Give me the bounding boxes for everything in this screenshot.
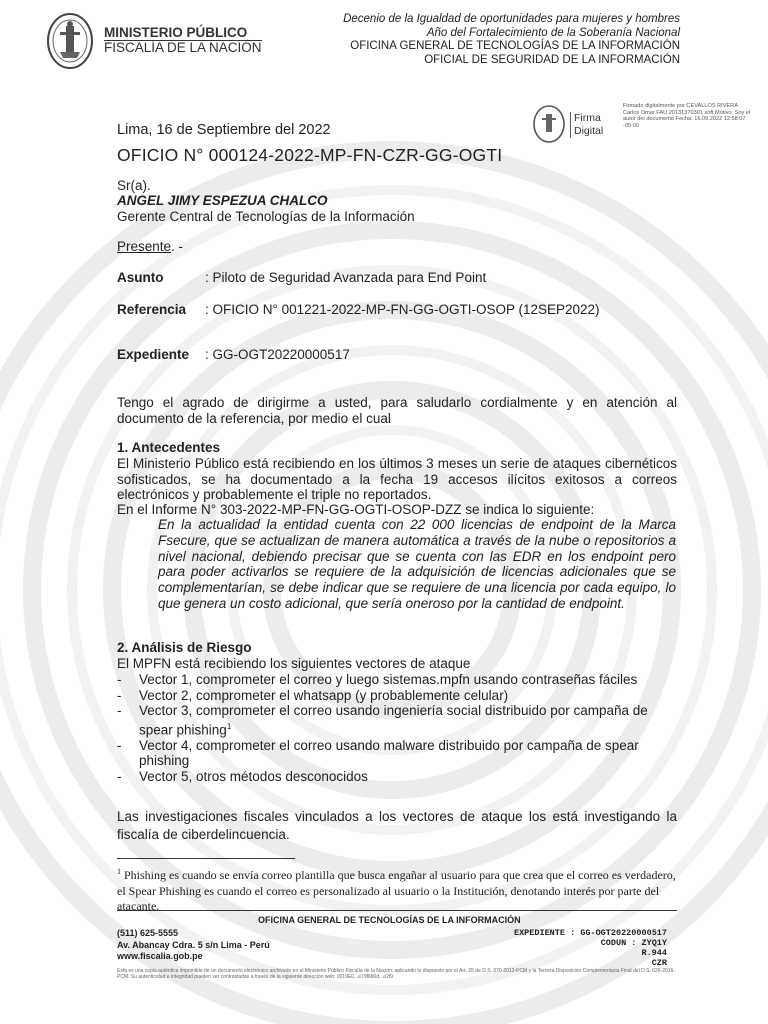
attack-vector-list xyxy=(117,672,677,784)
oficio-number: OFICIO N° 000124-2022-MP-FN-CZR-GG-OGTI xyxy=(117,145,503,165)
vector-text: Vector 1, comprometer el correo y luego sistemas.mpfn usando contraseñas fáciles xyxy=(139,672,638,687)
letter-date: Lima, 16 de Septiembre del 2022 xyxy=(117,122,331,138)
footer-address: Av. Abancay Cdra. 5 s/n Lima - Perú xyxy=(117,939,270,950)
recipient-name: ANGEL JIMY ESPEZUA CHALCO xyxy=(117,193,328,208)
presente-suffix: . - xyxy=(171,239,184,254)
ministry-name xyxy=(104,26,262,55)
vector-item xyxy=(117,738,677,769)
vector-text: Vector 4, comprometer el correo usando malware distribuido por campaña de spear phishing xyxy=(139,737,639,768)
closing-paragraph: Las investigaciones fiscales vinculados a los vectores de ataque los está investigando la fiscalía de ciberdelincuencia. xyxy=(117,809,677,842)
referencia-value: : OFICIO N° 001221-2022-MP-FN-GG-OGTI-OSOP (12SEP2022) xyxy=(205,302,600,317)
presente-word: Presente xyxy=(117,239,172,254)
footer-czr: CZR xyxy=(651,958,667,968)
footer-divider xyxy=(117,910,677,911)
signature-seal-icon xyxy=(532,104,566,144)
footnote xyxy=(117,864,677,915)
header-right-block xyxy=(343,13,680,67)
footer-phone: (511) 625-5555 xyxy=(117,928,179,938)
recipient-title: Gerente Central de Tecnologías de la Información xyxy=(117,209,415,224)
footer-expediente: EXPEDIENTE : GG-OGT20220000517 xyxy=(513,928,667,938)
footer-office: OFICINA GENERAL DE TECNOLOGÍAS DE LA INFORMACIÓN xyxy=(258,915,521,925)
asunto-label: Asunto xyxy=(117,270,164,285)
vector-item xyxy=(117,769,677,785)
vector-item xyxy=(117,703,677,738)
intro-paragraph: Tengo el agrado de dirigirme a usted, para saludarlo cordialmente y en atención al documento de la referencia, por medio el cual xyxy=(117,395,677,426)
ministry-line-1: MINISTERIO PÚBLICO xyxy=(104,25,248,40)
presente-line xyxy=(117,239,183,254)
footer-r-code: R.944 xyxy=(641,948,667,958)
section-2-title: 2. Análisis de Riesgo xyxy=(117,640,252,655)
signature-label-line-2: Digital xyxy=(574,125,604,137)
footer-contact xyxy=(117,928,270,963)
decenio-line: Decenio de la Igualdad de oportunidades para mujeres y hombres xyxy=(343,13,680,25)
footer-codun: CODUN : ZYQ1Y xyxy=(600,938,667,948)
footnote-reference: 1 xyxy=(226,721,232,731)
footnote-number: 1 xyxy=(117,867,121,876)
vector-text: Vector 5, otros métodos desconocidos xyxy=(139,768,368,784)
vector-text: Vector 2, comprometer el whatsapp (y probablemente celular) xyxy=(139,687,509,703)
vector-item xyxy=(117,672,677,688)
vector-text: Vector 3, comprometer el correo usando ingeniería social distribuido por campaña de spear phishing xyxy=(139,703,648,737)
section-1-paragraph: El Ministerio Público está recibiendo en los últimos 3 meses un serie de ataques cibernéticos sofisticados, se ha documentado a la fecha 19 accesos ilícitos exitosos a correos electrónicos y probablemente el triple no reportados. xyxy=(117,456,677,502)
expediente-label: Expediente xyxy=(117,347,190,362)
section-1-title: 1. Antecedentes xyxy=(117,440,221,455)
ministerio-publico-seal-icon xyxy=(46,12,94,70)
authenticity-fine-print: Esta es una copia auténtica imprimible de un documento electrónico archivado en el Ministerio Público Fiscalía de la Nación, aplicando lo dispuesto por el Art. 25 de D.S. 070-2013-PCM y la Tercera Disposición Complementaria Final del D.S. 026-2016-PCM. Su autenticidad e integridad pueden ser contrastadas a través de la siguiente dirección web: 0019E0...e79f6b0d...e2f9 xyxy=(117,968,675,980)
digital-signature-stamp xyxy=(532,104,602,144)
salutation: Sr(a). xyxy=(117,178,151,193)
signature-metadata: Firmado digitalmente por CEVALLOS RIVERA Carlos Omar FAU 20131370301 soft Motivo: Soy el autor del documento Fecha: 16.09.2022 12:58:07 -05:00 xyxy=(623,103,751,129)
footnote-divider xyxy=(117,858,295,859)
footnote-text: Phishing es cuando se envía correo plantilla que busca engañar al usuario para que crea que el correo es verdadero, el Spear Phishing es cuando el correo es personalizado al usuario o la Institución, denotando interés por parte del atacante. xyxy=(117,868,676,913)
footer-website: www.fiscalia.gob.pe xyxy=(117,951,203,961)
section-2-intro: El MPFN está recibiendo los siguientes vectores de ataque xyxy=(117,656,471,671)
office-line: OFICINA GENERAL DE TECNOLOGÍAS DE LA INFORMACIÓN xyxy=(350,40,680,52)
year-line: Año del Fortalecimiento de la Soberanía Nacional xyxy=(426,26,680,39)
signature-label-line-1: Firma xyxy=(574,112,601,124)
asunto-value: : Piloto de Seguridad Avanzada para End Point xyxy=(205,270,487,285)
ministry-line-2: FISCALÍA DE LA NACIÓN xyxy=(104,40,262,55)
referencia-label: Referencia xyxy=(117,302,187,317)
vector-item xyxy=(117,688,677,704)
informe-quote: En la actualidad la entidad cuenta con 22 000 licencias de endpoint de la Marca Fsecure, que se actualizan de manera automática a través de la nube o repositorios a nivel nacional, debiendo precisar que se cuenta con las EDR en los endpoint pero para poder activarlos se requiere de la adquisición de licencias adicionales que se complementarían, se debe indicar que se requiere de una licencia por cada equipo, lo que genera un costo adicional, que sería oneroso por la cantidad de endpoint. xyxy=(158,517,676,611)
expediente-value: : GG-OGT20220000517 xyxy=(205,347,350,362)
informe-line: En el Informe N° 303-2022-MP-FN-GG-OGTI-OSOP-DZZ se indica lo siguiente: xyxy=(117,502,595,517)
signature-label xyxy=(570,112,603,138)
footer-codes xyxy=(514,928,667,968)
officer-line: OFICIAL DE SEGURIDAD DE LA INFORMACIÓN xyxy=(424,53,680,66)
